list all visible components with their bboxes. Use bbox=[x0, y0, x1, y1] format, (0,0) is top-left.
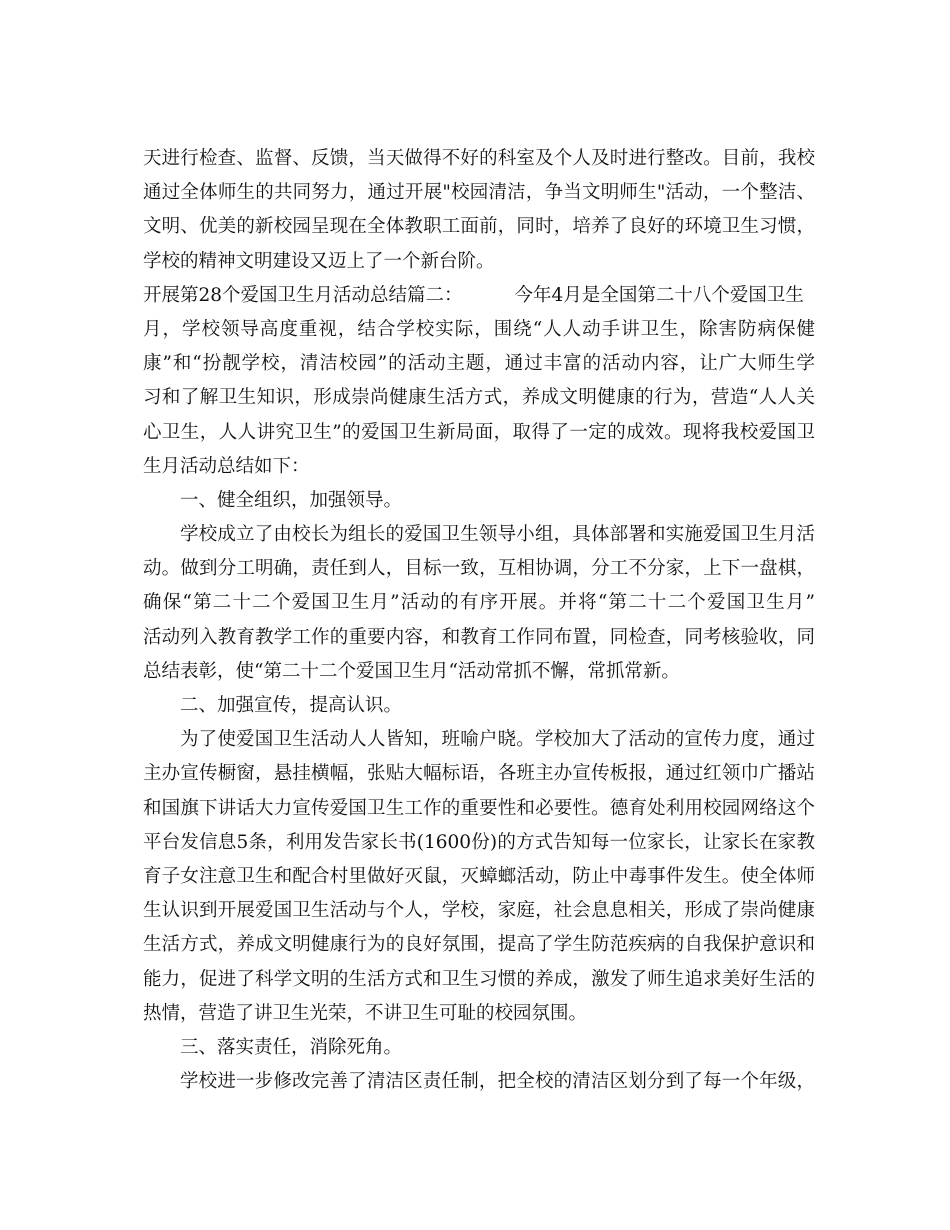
subheading: 二、加强宣传，提高认识。 bbox=[180, 695, 403, 716]
subheading: 三、落实责任，消除死角。 bbox=[180, 1036, 403, 1058]
subheading: 一、健全组织，加强领导。 bbox=[180, 489, 403, 511]
text-line: 文明、优美的新校园呈现在全体教职工面前，同时，培养了良好的环境卫生习惯， bbox=[143, 216, 815, 238]
text-line: 康”和“扮靓学校，清洁校园”的活动主题，通过丰富的活动内容，让广大师生学 bbox=[143, 353, 815, 375]
text-line: 心卫生，人人讲究卫生”的爱国卫生新局面，取得了一定的成效。现将我校爱国卫 bbox=[143, 421, 815, 443]
text-line: 和国旗下讲话大力宣传爱国卫生工作的重要性和必要性。德育处利用校园网络这个 bbox=[143, 797, 815, 819]
text-line: 确保“第二十二个爱国卫生月”活动的有序开展。并将“第二十二个爱国卫生月” bbox=[143, 592, 815, 614]
text-line: 生月活动总结如下： bbox=[143, 455, 310, 477]
text-line: 学校的精神文明建设又迈上了一个新台阶。 bbox=[143, 250, 495, 272]
text-line: 热情，营造了讲卫生光荣，不讲卫生可耻的校园氛围。 bbox=[143, 1002, 588, 1024]
document-body bbox=[143, 142, 815, 1099]
text-line: 天进行检查、监督、反馈，当天做得不好的科室及个人及时进行整改。目前，我校 bbox=[143, 148, 815, 169]
section-title: 开展第28个爱国卫生月活动总结篇二： bbox=[143, 284, 463, 306]
text-line: 学校进一步修改完善了清洁区责任制，把全校的清洁区划分到了每一个年级， bbox=[180, 1071, 815, 1093]
text-line: 动。做到分工明确，责任到人，目标一致，互相协调，分工不分家，上下一盘棋， bbox=[143, 558, 815, 580]
text-line: 能力，促进了科学文明的生活方式和卫生习惯的养成，激发了师生追求美好生活的 bbox=[143, 968, 815, 990]
text-line: 活动列入教育教学工作的重要内容，和教育工作同布置，同检查，同考核验收，同 bbox=[143, 626, 815, 648]
text-line: 今年4月是全国第二十八个爱国卫生 bbox=[514, 284, 804, 306]
text-line: 平台发信息5条，利用发告家长书(1600份)的方式告知每一位家长，让家长在家教 bbox=[143, 831, 815, 853]
text-line: 生认识到开展爱国卫生活动与个人，学校，家庭，社会息息相关，形成了崇尚健康 bbox=[143, 900, 815, 922]
text-line: 习和了解卫生知识，形成崇尚健康生活方式，养成文明健康的行为，营造“人人关 bbox=[143, 387, 815, 409]
section-heading-line bbox=[143, 279, 815, 313]
text-line: 月，学校领导高度重视，结合学校实际，围绕“人人动手讲卫生，除害防病保健 bbox=[143, 318, 815, 340]
text-line: 学校成立了由校长为组长的爱国卫生领导小组，具体部署和实施爱国卫生月活 bbox=[180, 524, 815, 546]
text-line: 总结表彰，使“第二十二个爱国卫生月“活动常抓不懈，常抓常新。 bbox=[143, 660, 680, 682]
text-line: 为了使爱国卫生活动人人皆知，班喻户晓。学校加大了活动的宣传力度，通过 bbox=[180, 729, 815, 751]
text-line: 生活方式，养成文明健康行为的良好氛围，提高了学生防范疾病的自我保护意识和 bbox=[143, 934, 815, 956]
text-line: 育子女注意卫生和配合村里做好灭鼠，灭蟑螂活动，防止中毒事件发生。使全体师 bbox=[143, 865, 815, 887]
text-line: 主办宣传橱窗，悬挂横幅，张贴大幅标语，各班主办宣传板报，通过红领巾广播站 bbox=[143, 763, 815, 785]
text-line: 通过全体师生的共同努力，通过开展"校园清洁，争当文明师生"活动，一个整洁、 bbox=[143, 182, 815, 204]
